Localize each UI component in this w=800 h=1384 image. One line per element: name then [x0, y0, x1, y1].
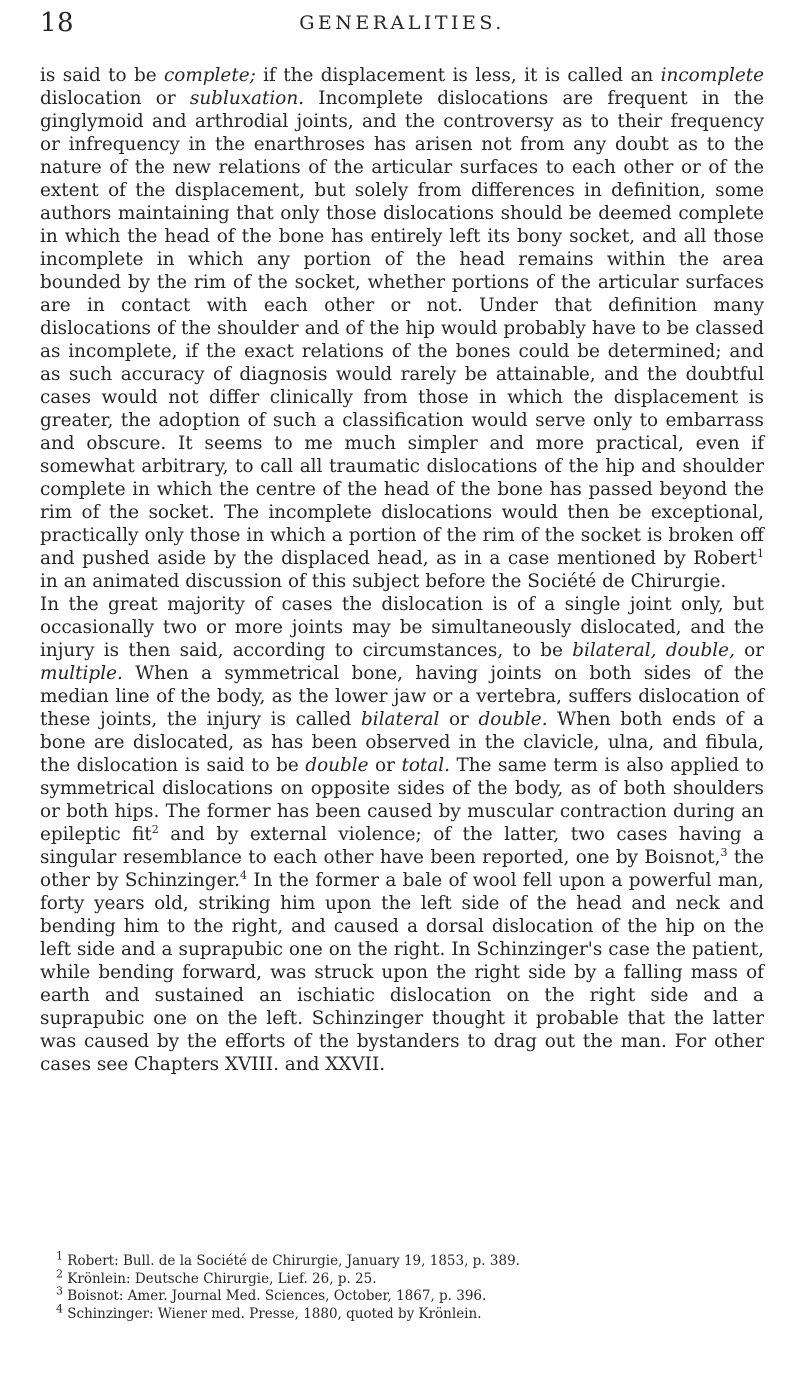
footnote: $^4$ Schinzinger: Wiener med. Presse, 1880, quoted by Krönlein.	[56, 1302, 482, 1322]
footnote-ref-1: 1	[757, 546, 764, 560]
paragraph-1: is said to be complete; if the displacement is less, it is called an incomplete dislocation or subluxation. Incomplete dislocations are frequent in the ginglymoid and arthrodial joints, and the controversy as to their frequency or infrequency in the enarthroses has arisen not from any doubt as to the nature of the new relations of the articular surfaces to each other or of the extent of the displacement, but solely from differences in definition, some authors maintaining that only those dislocations should be deemed complete in which the head of the bone has entirely left its bony socket, and all those incomplete in which any portion of the head remains within the area bounded by the rim of the socket, whether portions of the articular surfaces are in contact with each other or not. Under that definition many dislocations of the shoulder and of the hip would probably have to be classed as incomplete, if the exact relations of the bones could be determined; and as such accuracy of diagnosis would rarely be attainable, and the doubtful cases would not differ clinically from those in which the displacement is greater, the adoption of such a classification would serve only to embarrass and obscure. It seems to me much simpler and more practical, even if somewhat arbitrary, to call all traumatic dislocations of the hip and shoulder complete in which the centre of the head of the bone has passed beyond the rim of the socket. The incomplete dislocations would then be exceptional, practically only those in which a portion of the rim of the socket is broken off and pushed aside by the displaced head, as in a case mentioned by Robert$^1$ in an animated discussion of this subject before the Société de Chirurgie.	[40, 65, 764, 592]
term-multiple: multiple.	[40, 663, 123, 684]
footnote: $^2$ Krönlein: Deutsche Chirurgie, Lief. 26, p. 25.	[56, 1267, 377, 1287]
term-incomplete: incomplete	[660, 65, 764, 86]
term-bilateral-double: bilateral, double,	[572, 640, 735, 661]
term-double-2: double	[305, 755, 369, 776]
footnotes	[40, 1249, 764, 1323]
term-total: total.	[401, 755, 450, 776]
term-complete: complete;	[163, 65, 256, 86]
footnote-ref-4: 4	[239, 868, 247, 882]
paragraph-2: In the great majority of cases the dislocation is of a single joint only, but occasionally two or more joints may be simultaneously dislocated, and the injury is then said, according to circumstances, to be bilateral, double, or multiple. When a symmetrical bone, having joints on both sides of the median line of the body, as the lower jaw or a vertebra, suffers dislocation of these joints, the injury is called bilateral or double. When both ends of a bone are dislocated, as has been observed in the clavicle, ulna, and fibula, the dislocation is said to be double or total. The same term is also applied to symmetrical dislocations on opposite sides of the body, as of both shoulders or both hips. The former has been caused by muscular contraction during an epileptic fit$^2$ and by external violence; of the latter, two cases having a singular resemblance to each other have been reported, one by Boisnot,$^3$ the other by Schinzinger.$^4$ In the former a bale of wool fell upon a powerful man, forty years old, striking him upon the left side of the head and neck and bending him to the right, and caused a dorsal dislocation of the hip on the left side and a suprapubic one on the right. In Schinzinger's case the patient, while bending forward, was struck upon the right side by a falling mass of earth and sustained an ischiatic dislocation on the right side and a suprapubic one on the left. Schinzinger thought it probable that the latter was caused by the efforts of the bystanders to drag out the man. For other cases see Chapters XVIII. and XXVII.	[40, 594, 765, 1075]
page-header	[40, 8, 764, 42]
term-double: double.	[478, 709, 548, 730]
body-text	[40, 64, 764, 1076]
footnote: $^3$ Boisnot: Amer. Journal Med. Sciences, October, 1867, p. 396.	[56, 1284, 487, 1304]
term-bilateral: bilateral	[360, 709, 440, 730]
page-number: 18	[40, 8, 75, 38]
footnote-ref-3: 3	[720, 845, 728, 859]
running-title: GENERALITIES.	[299, 12, 505, 34]
footnote-ref-2: 2	[151, 822, 159, 836]
footnote: $^1$ Robert: Bull. de la Société de Chirurgie, January 19, 1853, p. 389.	[56, 1249, 520, 1269]
term-subluxation: subluxation.	[189, 88, 305, 109]
